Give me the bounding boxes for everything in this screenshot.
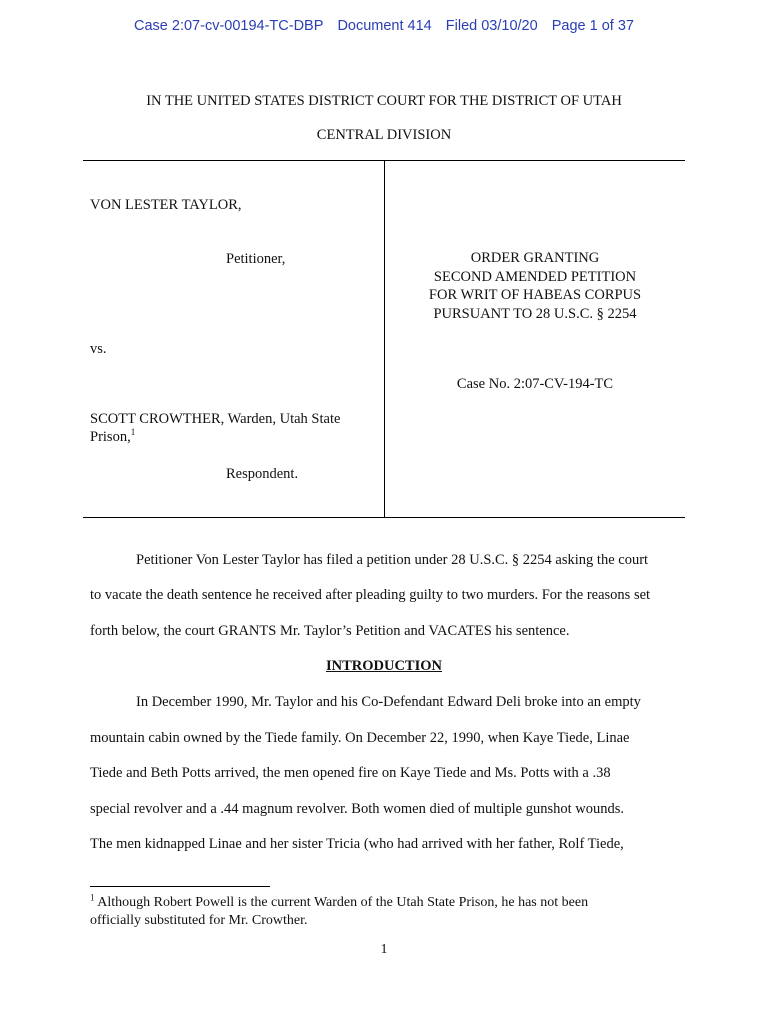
footnote-marker: 1 (90, 892, 95, 903)
versus-label: vs. (90, 341, 107, 357)
footnote-ref-marker: 1 (130, 427, 136, 438)
court-division: CENTRAL DIVISION (316, 127, 452, 143)
body-line: mountain cabin owned by the Tiede family. On December 22, 1990, when Kaye Tiede, Linae (90, 730, 630, 746)
footnote-text: Although Robert Powell is the current Warden of the Utah State Prison, he has not been (94, 895, 589, 910)
respondent-name-line1: SCOTT CROWTHER, Warden, Utah State (90, 411, 341, 427)
section-heading-introduction: INTRODUCTION (325, 658, 442, 674)
order-title-line: ORDER GRANTING (470, 250, 600, 266)
petitioner-name: VON LESTER TAYLOR, (90, 197, 242, 213)
document-number-header: Document 414 (337, 18, 432, 34)
caption-divider (384, 160, 385, 517)
court-title: IN THE UNITED STATES DISTRICT COURT FOR THE DISTRICT OF UTAH (146, 93, 622, 109)
body-line: to vacate the death sentence he received after pleading guilty to two murders. For the reasons set (90, 587, 651, 603)
body-line: Petitioner Von Lester Taylor has filed a petition under 28 U.S.C. § 2254 asking the court (136, 552, 649, 568)
case-number-header: Case 2:07-cv-00194-TC-DBP (134, 18, 324, 34)
footnote-separator (90, 886, 270, 887)
document-header (0, 18, 768, 34)
body-line: Tiede and Beth Potts arrived, the men opened fire on Kaye Tiede and Ms. Potts with a .38 (90, 765, 611, 781)
footnote-line1 (90, 894, 588, 912)
order-title-line: PURSUANT TO 28 U.S.C. § 2254 (433, 305, 637, 322)
case-number: Case No. 2:07-CV-194-TC (456, 376, 614, 392)
respondent-name-line2 (90, 428, 135, 446)
caption-bottom-rule (83, 517, 685, 518)
order-title (400, 249, 670, 323)
body-line: special revolver and a .44 magnum revolver. Both women died of multiple gunshot wounds. (90, 801, 624, 817)
respondent-prison: Prison, (90, 429, 131, 445)
page-number: 1 (380, 942, 388, 957)
body-line: The men kidnapped Linae and her sister Tricia (who had arrived with her father, Rolf Tiede, (90, 836, 624, 852)
order-title-line: SECOND AMENDED PETITION (433, 268, 637, 285)
filed-date-header: Filed 03/10/20 (445, 18, 538, 34)
footnote-line2: officially substituted for Mr. Crowther. (90, 913, 308, 928)
respondent-role: Respondent. (226, 466, 299, 482)
body-line: forth below, the court GRANTS Mr. Taylor’s Petition and VACATES his sentence. (90, 623, 570, 639)
petitioner-role: Petitioner, (226, 251, 286, 267)
order-title-line: FOR WRIT OF HABEAS CORPUS (428, 287, 642, 303)
page-count-header: Page 1 of 37 (551, 18, 634, 34)
body-line: In December 1990, Mr. Taylor and his Co-Defendant Edward Deli broke into an empty (136, 694, 641, 710)
